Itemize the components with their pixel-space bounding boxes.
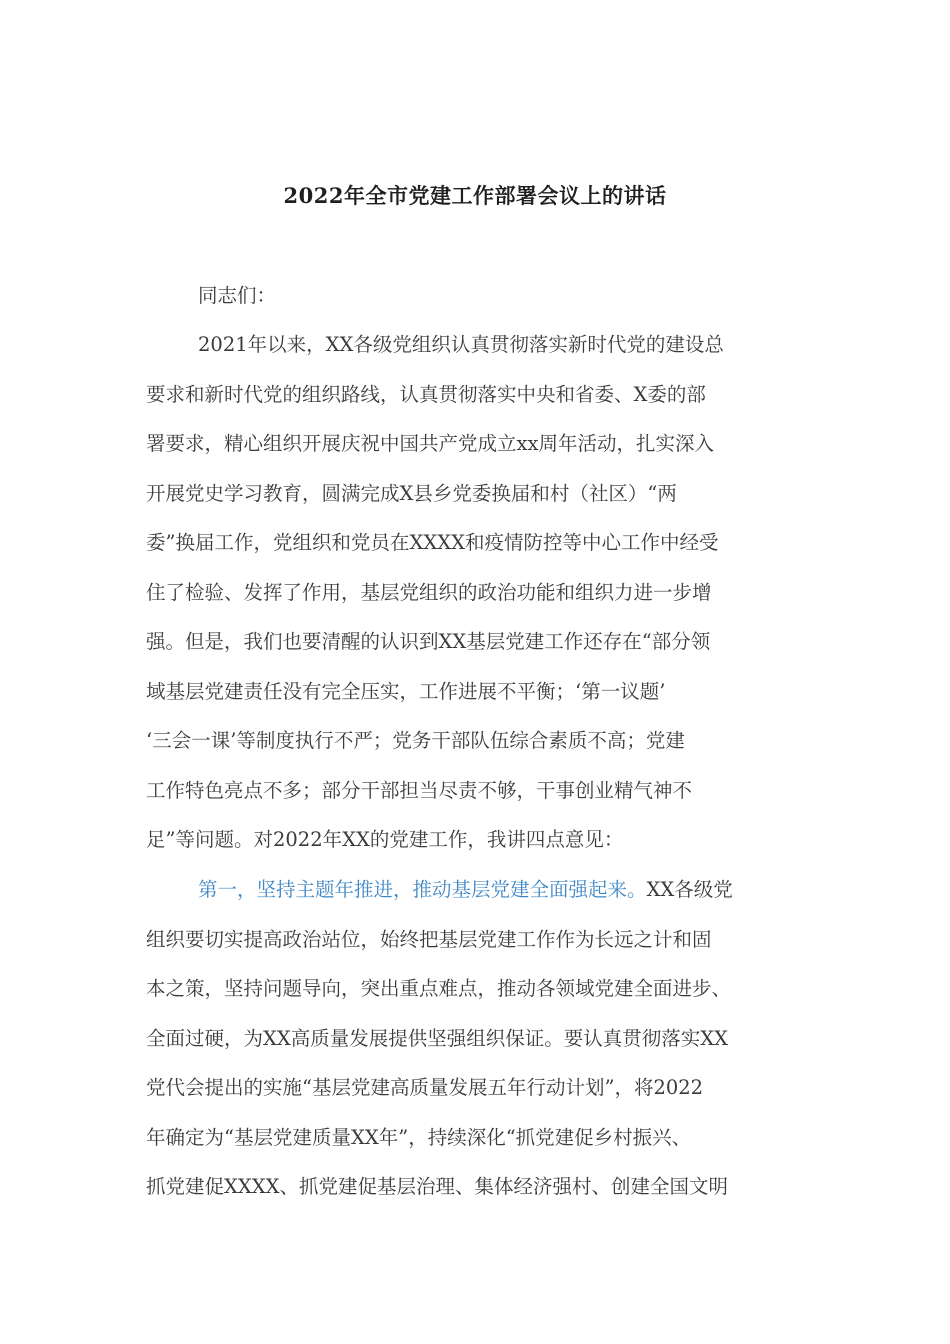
paragraph-line: 开展党史学习教育，圆满完成X县乡党委换届和村（社区）“两 xyxy=(146,481,677,505)
section-heading: 第一，坚持主题年推进，推动基层党建全面强起来。 xyxy=(198,878,647,901)
heading-line-rest: XX各级党 xyxy=(646,878,733,901)
paragraph-line: 要求和新时代党的组织路线，认真贯彻落实中央和省委、X委的部 xyxy=(146,382,706,406)
paragraph-point-one xyxy=(146,870,810,1217)
paragraph-line: 2021年以来，XX各级党组织认真贯彻落实新时代党的建设总 xyxy=(198,333,724,356)
paragraph-line: 强。但是，我们也要清醒的认识到XX基层党建工作还存在“部分领 xyxy=(146,630,711,653)
paragraph-line: 工作特色亮点不多；部分干部担当尽责不够，干事创业精气神不 xyxy=(146,778,693,802)
paragraph-line: 署要求，精心组织开展庆祝中国共产党成立xx周年活动，扎实深入 xyxy=(146,432,714,455)
paragraph-line xyxy=(146,870,810,920)
document-title: 2022年全市党建工作部署会议上的讲话 xyxy=(283,183,667,208)
paragraph-line: 足”等问题。对2022年XX的党建工作，我讲四点意见： xyxy=(146,828,624,851)
paragraph-line: 年确定为“基层党建质量XX年”，持续深化“抓党建促乡村振兴、 xyxy=(146,1125,692,1149)
paragraph-line: 抓党建促XXXX、抓党建促基层治理、集体经济强村、创建全国文明 xyxy=(146,1175,729,1198)
paragraph-line: 域基层党建责任没有完全压实，工作进展不平衡；‘第一议题’ xyxy=(146,679,666,703)
paragraph-intro xyxy=(146,325,810,870)
paragraph-line: 住了检验、发挥了作用，基层党组织的政治功能和组织力进一步增 xyxy=(146,580,712,604)
paragraph-line: 本之策，坚持问题导向，突出重点难点，推动各领域党建全面进步、 xyxy=(146,977,732,1000)
paragraph-line: 党代会提出的实施“基层党建高质量发展五年行动计划”，将2022 xyxy=(146,1076,704,1099)
paragraph-line: ‘三会一课’等制度执行不严；党务干部队伍综合素质不高；党建 xyxy=(146,729,685,752)
paragraph-line: 全面过硬，为XX高质量发展提供坚强组织保证。要认真贯彻落实XX xyxy=(146,1026,729,1050)
salutation: 同志们： xyxy=(198,284,277,307)
paragraph-line: 委”换届工作，党组织和党员在XXXX和疫情防控等中心工作中经受 xyxy=(146,531,719,554)
paragraph-line: 组织要切实提高政治站位，始终把基层党建工作作为长远之计和固 xyxy=(146,927,712,951)
